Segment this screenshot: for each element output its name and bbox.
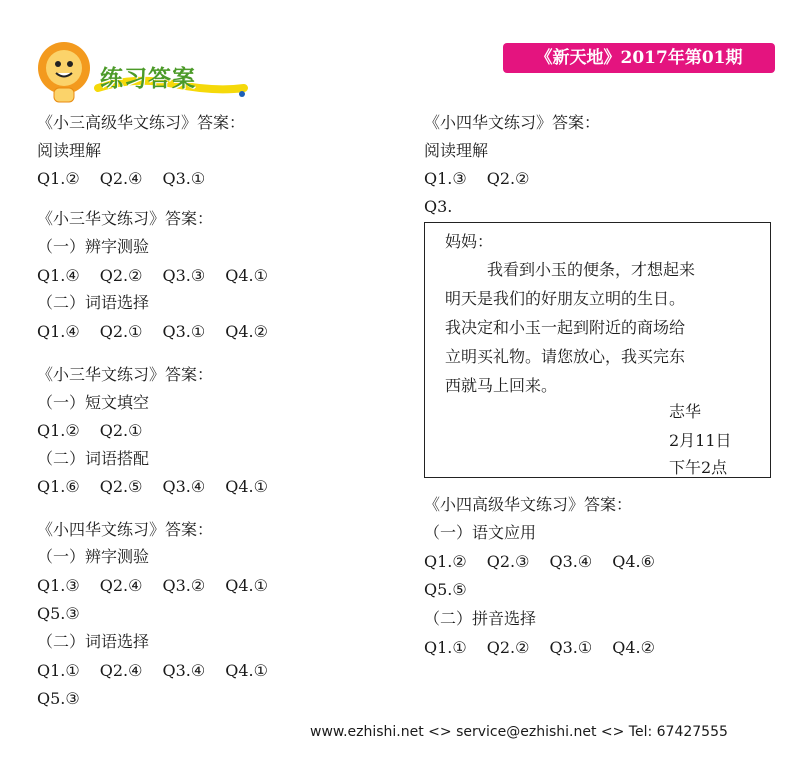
answer-choice: ① (452, 638, 467, 657)
question-number: Q1. (37, 576, 66, 595)
part-title: （二）拼音选择 (424, 609, 537, 628)
answer-choice: ④ (128, 169, 143, 188)
question-number: Q4. (225, 322, 254, 341)
answer-choice: ② (253, 322, 268, 341)
answer-item (37, 265, 80, 287)
answer-row (424, 551, 675, 573)
question-number: Q3. (162, 661, 191, 680)
answer-choice: ② (515, 638, 530, 657)
section-sub: 阅读理解 (424, 141, 489, 160)
answer-item (225, 575, 268, 597)
answer-choice: ① (128, 421, 143, 440)
answer-row (37, 660, 288, 682)
answer-item (37, 420, 80, 442)
answer-item (424, 168, 467, 190)
answer-item (225, 660, 268, 682)
answer-choice: ④ (65, 266, 80, 285)
answer-choice: ④ (190, 477, 206, 496)
question-number: Q2. (99, 477, 129, 496)
section-title: 《小三高级华文练习》答案： (37, 113, 246, 132)
answer-choice: ④ (190, 661, 206, 680)
answer-choice: ② (515, 169, 530, 188)
answer-item (37, 688, 80, 710)
answer-row (424, 579, 487, 601)
answer-item (162, 476, 205, 498)
letter-date: 2月11日 (669, 431, 732, 450)
answer-choice: ① (253, 661, 268, 680)
question-number: Q1. (424, 552, 453, 571)
question-number: Q3. (549, 552, 578, 571)
answer-item (100, 168, 143, 190)
answer-item (487, 637, 530, 659)
answer-choice: ③ (65, 576, 80, 595)
part-title: （一）语文应用 (424, 523, 537, 542)
question-number: Q2. (99, 421, 129, 440)
question-number: Q2. (99, 661, 129, 680)
question-label: Q3. (424, 197, 453, 216)
answer-choice: ① (65, 661, 80, 680)
part-title: （一）短文填空 (37, 393, 150, 412)
answer-choice: ⑥ (640, 552, 655, 571)
question-number: Q5. (37, 604, 66, 623)
answer-choice: ④ (128, 576, 143, 595)
question-number: Q1. (37, 169, 66, 188)
answer-item (549, 637, 592, 659)
question-number: Q1. (37, 266, 66, 285)
question-number: Q3. (162, 576, 191, 595)
answer-choice: ④ (577, 552, 593, 571)
section-title: 《小四华文练习》答案： (424, 113, 601, 132)
answer-row (37, 688, 100, 710)
answer-row (37, 265, 288, 287)
section-sub: 阅读理解 (37, 141, 102, 160)
question-number: Q1. (424, 169, 453, 188)
answer-item (37, 476, 80, 498)
answer-item (100, 660, 143, 682)
letter-line: 西就马上回来。 (445, 376, 558, 395)
answer-row (37, 603, 100, 625)
question-number: Q2. (486, 638, 516, 657)
question-number: Q1. (37, 477, 66, 496)
letter-line: 立明买礼物。请您放心，我买完东 (445, 347, 686, 366)
answer-item (487, 168, 530, 190)
answer-item (37, 575, 80, 597)
answer-choice: ① (577, 638, 593, 657)
part-title: （二）词语选择 (37, 293, 150, 312)
answer-choice: ① (190, 322, 206, 341)
answer-row (37, 168, 225, 190)
question-number: Q2. (486, 552, 516, 571)
answer-choice: ② (452, 552, 467, 571)
question-number: Q2. (99, 322, 129, 341)
question-number: Q3. (162, 266, 191, 285)
answer-choice: ④ (65, 322, 80, 341)
answer-row (37, 321, 288, 343)
question-number: Q2. (99, 266, 129, 285)
section-title: 《小四高级华文练习》答案： (424, 495, 633, 514)
question-number: Q1. (424, 638, 453, 657)
answer-item (225, 476, 268, 498)
answer-choice: ③ (452, 169, 467, 188)
answer-choice: ② (65, 421, 80, 440)
answer-item (424, 551, 467, 573)
letter-box (424, 222, 771, 478)
answer-choice: ② (190, 576, 206, 595)
letter-signature: 志华 (669, 402, 702, 421)
answer-item (612, 637, 655, 659)
question-number: Q1. (37, 322, 66, 341)
answer-choice: ② (640, 638, 655, 657)
answer-choice: ② (128, 266, 143, 285)
question-number: Q3. (162, 322, 191, 341)
question-number: Q2. (99, 169, 129, 188)
answer-choice: ① (253, 576, 268, 595)
answer-item (37, 660, 80, 682)
answer-item (225, 265, 268, 287)
question-number: Q4. (612, 638, 641, 657)
answer-choice: ③ (515, 552, 530, 571)
question-number: Q3. (162, 169, 191, 188)
question-number: Q2. (99, 576, 129, 595)
question-number: Q1. (37, 661, 66, 680)
answer-choice: ⑤ (128, 477, 143, 496)
answer-item (37, 603, 80, 625)
answer-choice: ① (253, 477, 268, 496)
answer-item (162, 660, 205, 682)
answer-choice: ① (190, 169, 206, 188)
question-number: Q3. (549, 638, 578, 657)
answer-item (424, 637, 467, 659)
answer-item (100, 321, 143, 343)
question-number: Q4. (225, 477, 254, 496)
answer-choice: ① (128, 322, 143, 341)
answer-choice: ① (253, 266, 268, 285)
answer-item (100, 575, 143, 597)
letter-time: 下午2点 (669, 458, 728, 477)
question-number: Q4. (225, 266, 254, 285)
answer-choice: ⑥ (65, 477, 80, 496)
question-number: Q4. (612, 552, 641, 571)
answer-item (225, 321, 268, 343)
section-title: 《小四华文练习》答案： (37, 520, 214, 539)
part-title: （一）辨字测验 (37, 547, 150, 566)
answer-choice: ③ (65, 604, 80, 623)
answer-choice: ④ (128, 661, 143, 680)
letter-line: 我看到小玉的便条，才想起来 (487, 260, 696, 279)
section-title: 《小三华文练习》答案： (37, 209, 214, 228)
part-title: （一）辨字测验 (37, 237, 150, 256)
answer-item (162, 575, 205, 597)
question-number: Q1. (37, 421, 66, 440)
answer-item (162, 168, 205, 190)
answer-item (100, 265, 143, 287)
section-title: 《小三华文练习》答案： (37, 365, 214, 384)
footer-contact: www.ezhishi.net <> service@ezhishi.net <> Tel: 67427555 (310, 724, 728, 740)
part-title: （二）词语选择 (37, 632, 150, 651)
question-number: Q2. (486, 169, 516, 188)
answer-item (162, 321, 205, 343)
answer-choice: ③ (65, 689, 80, 708)
banner-title: 练习答案 (100, 66, 196, 92)
lion-mascot-icon (30, 38, 98, 106)
answer-item (424, 579, 467, 601)
answer-item (37, 168, 80, 190)
letter-salutation: 妈妈： (445, 232, 494, 251)
answer-choice: ⑤ (452, 580, 467, 599)
answer-row (37, 575, 288, 597)
part-title: （二）词语搭配 (37, 449, 150, 468)
answer-item (100, 476, 143, 498)
question-number: Q4. (225, 576, 254, 595)
answer-row (424, 168, 549, 190)
answer-row (37, 476, 288, 498)
answer-item (549, 551, 592, 573)
question-number: Q5. (424, 580, 453, 599)
answer-item (612, 551, 655, 573)
question-number: Q5. (37, 689, 66, 708)
question-number: Q3. (162, 477, 191, 496)
letter-line: 明天是我们的好朋友立明的生日。 (445, 289, 686, 308)
answer-item (487, 551, 530, 573)
answer-row (37, 420, 162, 442)
issue-badge: 《新天地》2017年第01期 (503, 43, 775, 73)
answer-row (424, 637, 675, 659)
answer-item (37, 321, 80, 343)
answer-item (100, 420, 143, 442)
answer-choice: ③ (190, 266, 206, 285)
answer-item (162, 265, 205, 287)
answer-choice: ② (65, 169, 80, 188)
letter-line: 我决定和小玉一起到附近的商场给 (445, 318, 686, 337)
question-number: Q4. (225, 661, 254, 680)
